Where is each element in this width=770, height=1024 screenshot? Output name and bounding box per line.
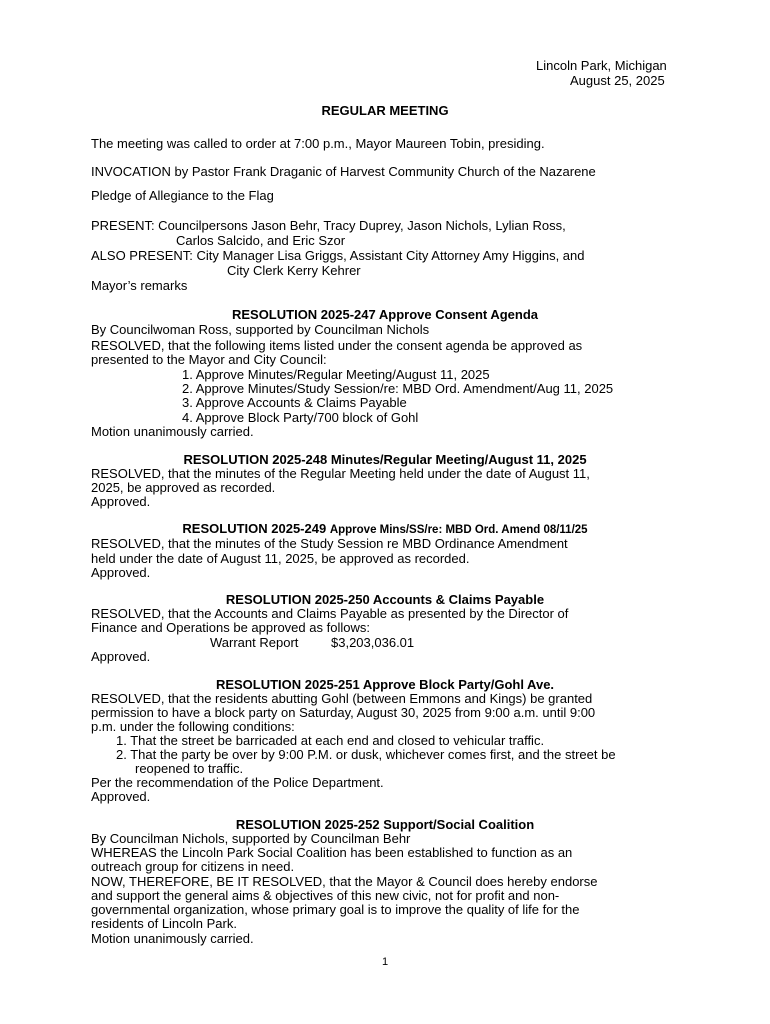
- page-title: REGULAR MEETING: [321, 103, 449, 118]
- resolution-text: outreach group for citizens in need.: [91, 859, 295, 874]
- approved-text: Approved.: [91, 789, 151, 804]
- resolution-text: p.m. under the following conditions:: [91, 719, 295, 734]
- resolution-text: By Councilman Nichols, supported by Councilman Behr: [91, 831, 411, 846]
- list-item: 1. Approve Minutes/Regular Meeting/August 11, 2025: [182, 367, 490, 382]
- resolution-heading: RESOLUTION 2025-251 Approve Block Party/Gohl Ave.: [215, 677, 555, 692]
- resolution-heading-subject: Approve Mins/SS/re: MBD Ord. Amend 08/11/25: [329, 524, 588, 536]
- page-number: 1: [381, 956, 389, 968]
- resolution-heading-number: RESOLUTION 2025-249: [182, 521, 330, 536]
- resolution-text: NOW, THEREFORE, BE IT RESOLVED, that the Mayor & Council does hereby endorse: [91, 874, 598, 889]
- resolution-text: permission to have a block party on Saturday, August 30, 2025 from 9:00 a.m. until 9:00: [91, 705, 596, 720]
- resolution-text: 2025, be approved as recorded.: [91, 480, 276, 495]
- resolution-text: RESOLVED, that the minutes of the Study Session re MBD Ordinance Amendment: [91, 536, 568, 551]
- also-present-line: ALSO PRESENT: City Manager Lisa Griggs, Assistant City Attorney Amy Higgins, and: [91, 248, 585, 263]
- resolution-text: presented to the Mayor and City Council:: [91, 352, 327, 367]
- warrant-label: Warrant Report: [210, 635, 299, 650]
- resolution-text: and support the general aims & objectives of this new civic, not for profit and non-: [91, 888, 560, 903]
- header-city: Lincoln Park, Michigan: [536, 58, 667, 73]
- list-item: 4. Approve Block Party/700 block of Gohl: [182, 410, 419, 425]
- invocation: INVOCATION by Pastor Frank Draganic of Harvest Community Church of the Nazarene: [91, 164, 596, 179]
- warrant-amount: $3,203,036.01: [331, 635, 415, 650]
- resolution-text: RESOLVED, that the following items listed under the consent agenda be approved as: [91, 338, 583, 353]
- resolution-text: RESOLVED, that the residents abutting Gohl (between Emmons and Kings) be granted: [91, 691, 593, 706]
- list-item: 1. That the street be barricaded at each end and closed to vehicular traffic.: [116, 733, 545, 748]
- resolution-heading: RESOLUTION 2025-248 Minutes/Regular Meeting/August 11, 2025: [183, 452, 587, 467]
- call-to-order: The meeting was called to order at 7:00 p.m., Mayor Maureen Tobin, presiding.: [91, 136, 545, 151]
- resolution-text: residents of Lincoln Park.: [91, 916, 237, 931]
- resolution-text: Per the recommendation of the Police Department.: [91, 775, 384, 790]
- resolution-text: WHEREAS the Lincoln Park Social Coalition has been established to function as an: [91, 845, 573, 860]
- resolution-text: RESOLVED, that the minutes of the Regular Meeting held under the date of August 11,: [91, 466, 590, 481]
- list-item: 2. Approve Minutes/Study Session/re: MBD Ord. Amendment/Aug 11, 2025: [182, 381, 614, 396]
- also-present-line: City Clerk Kerry Kehrer: [227, 263, 361, 278]
- header-date: August 25, 2025: [570, 73, 665, 88]
- motion-text: Motion unanimously carried.: [91, 424, 254, 439]
- approved-text: Approved.: [91, 565, 151, 580]
- approved-text: Approved.: [91, 649, 151, 664]
- resolution-heading: RESOLUTION 2025-252 Support/Social Coalition: [235, 817, 535, 832]
- present-line: Carlos Salcido, and Eric Szor: [176, 233, 346, 248]
- resolution-heading: RESOLUTION 2025-247 Approve Consent Agenda: [231, 307, 539, 322]
- list-item: 2. That the party be over by 9:00 P.M. or dusk, whichever comes first, and the street be: [116, 747, 616, 762]
- resolution-text: held under the date of August 11, 2025, be approved as recorded.: [91, 551, 470, 566]
- list-item-continuation: reopened to traffic.: [135, 761, 244, 776]
- pledge: Pledge of Allegiance to the Flag: [91, 188, 274, 203]
- resolution-text: RESOLVED, that the Accounts and Claims Payable as presented by the Director of: [91, 606, 569, 621]
- present-line: PRESENT: Councilpersons Jason Behr, Tracy Duprey, Jason Nichols, Lylian Ross,: [91, 218, 566, 233]
- resolution-heading: RESOLUTION 2025-250 Accounts & Claims Payable: [225, 592, 545, 607]
- motion-text: Motion unanimously carried.: [91, 931, 254, 946]
- resolution-text: By Councilwoman Ross, supported by Councilman Nichols: [91, 322, 430, 337]
- approved-text: Approved.: [91, 494, 151, 509]
- list-item: 3. Approve Accounts & Claims Payable: [182, 395, 407, 410]
- mayors-remarks: Mayor’s remarks: [91, 278, 188, 293]
- resolution-text: Finance and Operations be approved as follows:: [91, 620, 370, 635]
- resolution-text: governmental organization, whose primary goal is to improve the quality of life for the: [91, 902, 580, 917]
